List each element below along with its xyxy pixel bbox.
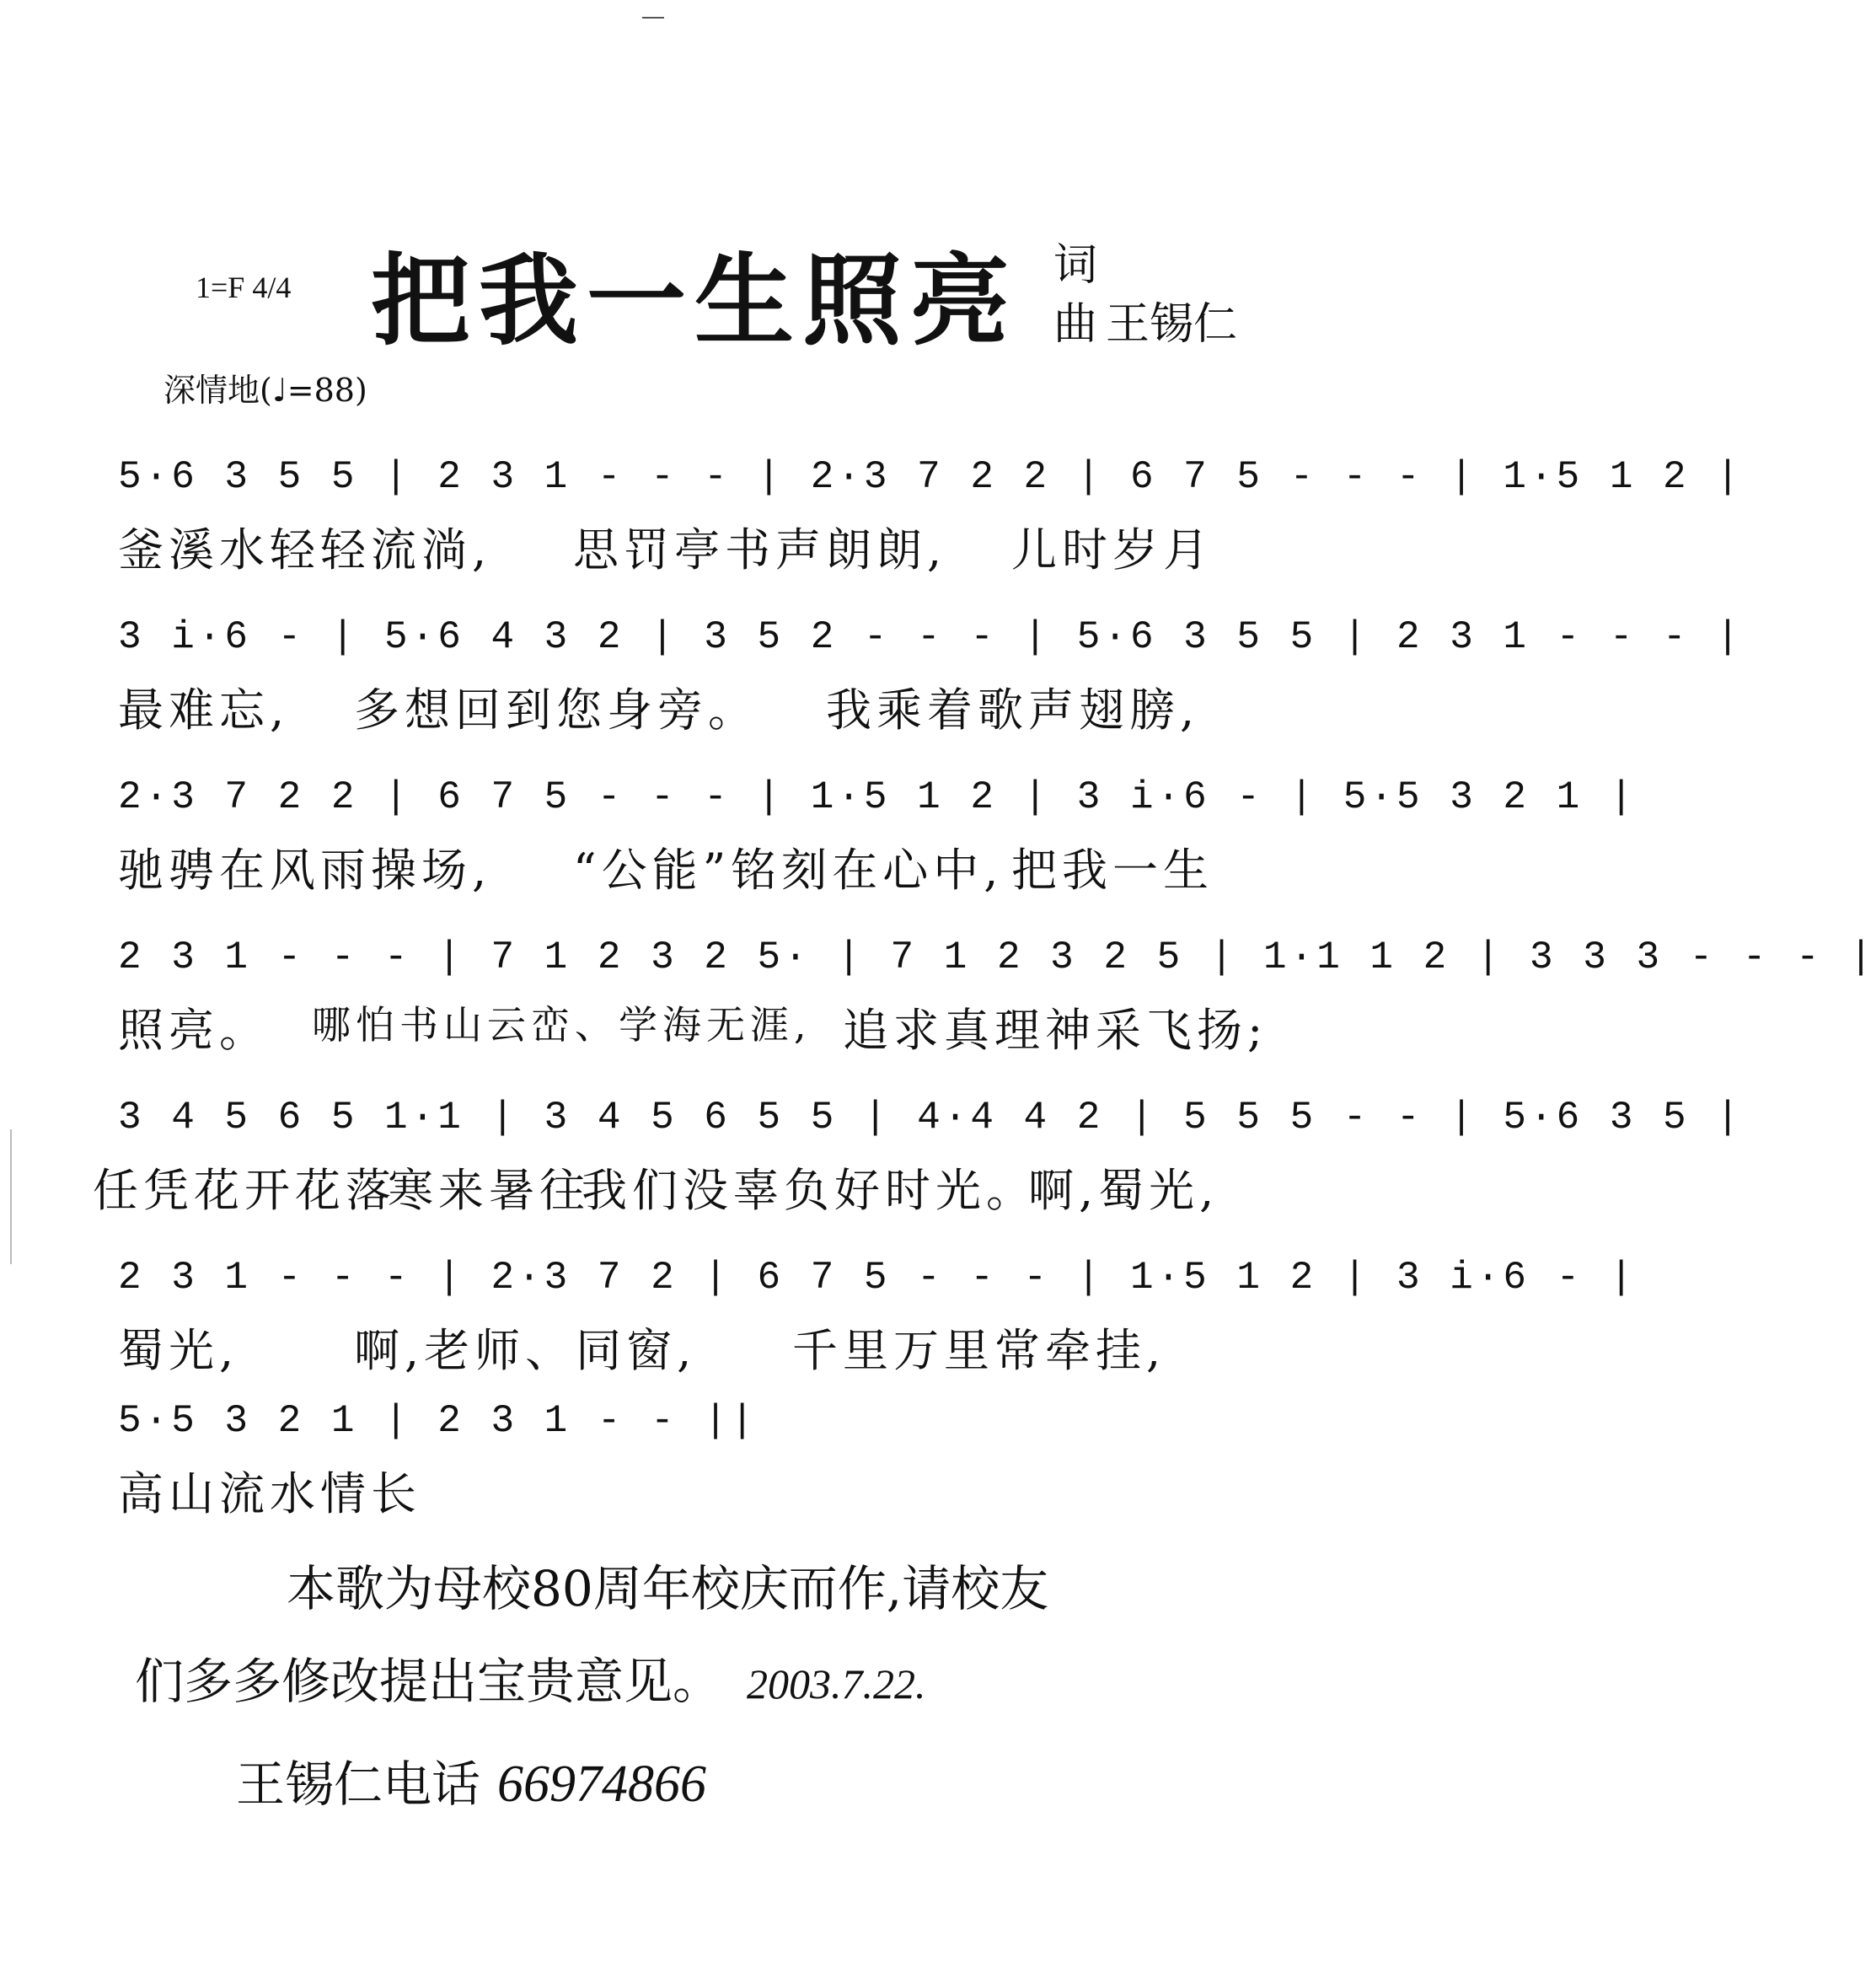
score-system-6 <box>118 1256 1637 1391</box>
key-signature: 1=F 4/4 <box>196 271 292 304</box>
lyric-phrase: 照亮。 <box>118 1004 270 1057</box>
score-system-3 <box>118 775 1637 910</box>
credits <box>1053 236 1237 354</box>
lyric-phrase: 多想回到您身旁。 <box>354 683 758 737</box>
note-text: 们多多修改提出宝贵意见。 <box>135 1653 722 1710</box>
lyric-phrase: 把我一生 <box>1011 844 1214 897</box>
notation-line: 2·3 7 2 2 | 6 7 5 - - - | 1·5 1 2 | 3 i·6 - | 5·5 3 2 1 | <box>118 775 1637 819</box>
signature-line <box>236 1745 706 1815</box>
lyric-phrase: 最难忘, <box>118 683 290 737</box>
score-system-4 <box>118 935 1876 1070</box>
lyric-phrase: 千里万里常牵挂, <box>792 1324 1166 1377</box>
lyrics-line <box>118 1315 1281 1391</box>
lyric-phrase: 哪怕书山云峦、学海无涯, <box>312 1002 812 1048</box>
lyric-phrase: 任凭花开花落 <box>93 1164 396 1217</box>
lyric-phrase: 啊,老师、同窗, <box>354 1324 697 1377</box>
notation-line: 2 3 1 - - - | 2·3 7 2 | 6 7 5 - - - | 1·5 1 2 | 3 i·6 - | <box>118 1256 1637 1300</box>
composer-note <box>135 1542 1273 1730</box>
lyric-phrase: 思罚亭书声朗朗, <box>573 523 947 576</box>
score-system-1 <box>118 455 1743 590</box>
signature-name: 王锡仁电话 <box>236 1756 481 1813</box>
note-line: 本歌为母校80周年校庆而作,请校友 <box>287 1560 1049 1617</box>
tempo-marking: 深情地(♩=88) <box>163 372 367 409</box>
notation-line: 5·6 3 5 5 | 2 3 1 - - - | 2·3 7 2 2 | 6 7 5 - - - | 1·5 1 2 | <box>118 455 1743 499</box>
note-line <box>135 1635 1273 1730</box>
lyrics-line <box>118 994 1281 1070</box>
notation-line: 3 4 5 6 5 1·1 | 3 4 5 6 5 5 | 4·4 4 2 | 5 5 5 - - | 5·6 3 5 | <box>118 1096 1743 1139</box>
notation-line: 5·5 3 2 1 | 2 3 1 - - || <box>118 1399 758 1443</box>
phone-number: 66974866 <box>497 1756 707 1813</box>
lyric-phrase: 儿时岁月 <box>1011 523 1214 576</box>
notation-line: 3 i·6 - | 5·6 4 3 2 | 3 5 2 - - - | 5·6 3 5 5 | 2 3 1 - - - | <box>118 615 1743 659</box>
music-credit-label: 曲 <box>1053 299 1098 350</box>
notation-line: 2 3 1 - - - | 7 1 2 3 2 5· | 7 1 2 3 2 5 | 1·1 1 2 | 3 3 3 - - - | <box>118 935 1876 979</box>
lyrics-credit-label: 词 <box>1053 240 1098 291</box>
page-edge-mark <box>10 1129 12 1264</box>
lyrics-line <box>118 834 1281 910</box>
score-system-7 <box>118 1399 1281 1534</box>
lyrics-line <box>118 514 1281 590</box>
composer-name: 王锡仁 <box>1106 299 1238 350</box>
lyric-phrase: 我们没辜负好时光。 <box>582 1164 1037 1217</box>
lyric-phrase: 釜溪水轻轻流淌, <box>118 523 492 576</box>
lyric-phrase: 追求真理神采飞扬; <box>843 1004 1268 1057</box>
page-mark <box>642 17 664 19</box>
lyric-phrase: 寒来暑往 <box>388 1164 590 1217</box>
lyric-phrase: 驰骋在风雨操场, <box>118 844 492 897</box>
note-date: 2003.7.22. <box>747 1660 926 1707</box>
lyric-phrase: 蜀光, <box>118 1324 239 1377</box>
lyric-phrase: 高山流水情长 <box>118 1467 421 1520</box>
song-title: 把我一生照亮 <box>371 242 1019 359</box>
lyric-phrase: 我乘着歌声翅膀, <box>826 683 1200 737</box>
score-system-2 <box>118 615 1743 750</box>
lyric-phrase: 啊,蜀光, <box>1028 1164 1219 1217</box>
lyrics-line <box>118 674 1281 750</box>
lyrics-line <box>118 1458 1281 1534</box>
score-system-5 <box>93 1096 1743 1230</box>
lyric-phrase: “公能”铭刻在心中, <box>573 844 1004 897</box>
lyrics-line <box>93 1155 1281 1230</box>
